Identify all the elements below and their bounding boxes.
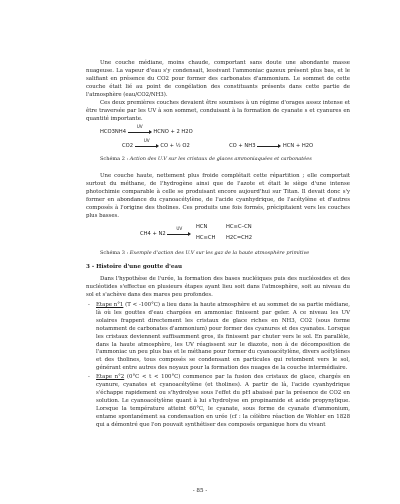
paragraph-middle-layer: Une couche médiane, moins chaude, comportant sans doute une abondante masse nuageuse. La vapeur d'eau s'y condensait, lessivant l'ammoniac gazeux présent plus bas, et le salifiant en présence du CO2 pour former des carbonates d'ammonium. Le sommet de cette couche était lié au point de congélation des constituants présents dans cette partie de l'atmosphère (eau/CO2/NH3). xyxy=(86,60,350,98)
section-heading: 3 - Histoire d'une goutte d'eau xyxy=(86,264,183,270)
scheme3-product-ethylene: H2C=CH2 xyxy=(226,235,252,241)
scheme2-reaction-2: CO2 UV CO + ½ O2 CO + NH3 HCN + H2O xyxy=(122,137,314,149)
scheme2-reaction-1: HCO3NH4 UV HCNO + 2 H2O xyxy=(100,123,193,135)
arrow-icon: UV xyxy=(128,128,152,135)
steps-list xyxy=(86,302,350,430)
list-item-step-2: - Etape n°2 (0°C < t < 100°C) commence par la fusion des cristaux de glace, chargés en cyanure, cyanates et cyanoacétylène (et tholines). A partir de là, l'acide cyanhydrique s'échappe rapidement ou s'hydrolyse sous l'effet du pH abaissé par la présence de CO2 en solution. Le cyanoacétylène quant à lui s'hydrolyse en propinamide et acide propynylique. Lorsque la température atteint 60°C, le cyanate, sous forme de cyanate d'ammonium, entame spontanément sa condensation en urée (cf : la célèbre réaction de Wohler en 1828 qui a démontré que l'on pouvait synthétiser des composés organique hors du vivant xyxy=(86,374,350,429)
paragraph-storms: Ces deux premières couches devaient être soumises à un régime d'orages assez intense et être traversée par les UV à son sommet, conduisant à la formation de cyanate s et cyanures en quantité importante. xyxy=(86,100,350,122)
scheme2-caption: Schéma 2 : Action des U.V sur les cristaux de glaces ammoniaquées et carbonatées xyxy=(100,156,312,162)
list-item-step-1: - Etape n°1 (T < -100°C) a lieu dans la haute atmosphère et au sommet de sa partie médiane, là où les gouttes d'eau chargées en ammoniac finissent par geler. A ce niveau les UV solaires frappent directement les cristaux de glace riches en NH3, CO2 (sous forme notamment de carbonates d'ammonium) pour former des cyanures et des cyanates. Lorsque les cristaux deviennent suffisamment gros, ils finissent par chuter vers le sol. En parallèle, dans la haute atmosphère, les UV réagissent sur le diazote, non à de décomposition de l'ammoniac un peu plus bas et le méthane pour former du cyanoacétylène, divers acétylènes et des tholines, tous composés se condensant en particules qui retombent vers le sol, générant entre autres des noyaux pour la formation des nuages de la couche intermédiaire. xyxy=(86,302,350,373)
arrow-icon: UV xyxy=(167,230,191,237)
scheme3-product-acetylene: HC≡CH xyxy=(196,235,216,241)
arrow-icon: UV xyxy=(135,142,159,149)
scheme3-reactant: CH4 + N2 UV xyxy=(140,230,191,238)
page-number: - 85 - xyxy=(192,488,208,494)
arrow-icon xyxy=(257,142,281,149)
scheme3-caption: Schéma 3 : Exemple d'action des U.V sur les gaz de la haute atmosphère primitive xyxy=(100,250,310,256)
paragraph-urea-hypothesis: Dans l'hypothèse de l'urée, la formation des bases nucléiques puis des nucléosides et des nucléotides s'effectue en plusieurs étapes ayant lieu soit dans l'atmosphère, soit au niveau du sol et s'achève dans des mares peu profondes. xyxy=(86,276,350,298)
scheme3-product-hcn: HCN xyxy=(196,224,208,230)
paragraph-upper-layer: Une couche haute, nettement plus froide complétait cette répartition ; elle comportait surtout du méthane, de l'hydrogène ainsi que de l'azote et était le siège d'une intense photochimie comparable à celle se produisant encore aujourd'hui sur Titan. Il devait donc s'y former en abondance du cyanoacétylène, de l'acide cyanhydrique, de l'acétylène et d'autres composés à l'origine des tholines. Ces produits une fois formés, précipitaient vers les couches plus basses. xyxy=(86,173,350,219)
scheme3-product-cyanoacetylene: HC≡C–CN xyxy=(226,224,252,230)
